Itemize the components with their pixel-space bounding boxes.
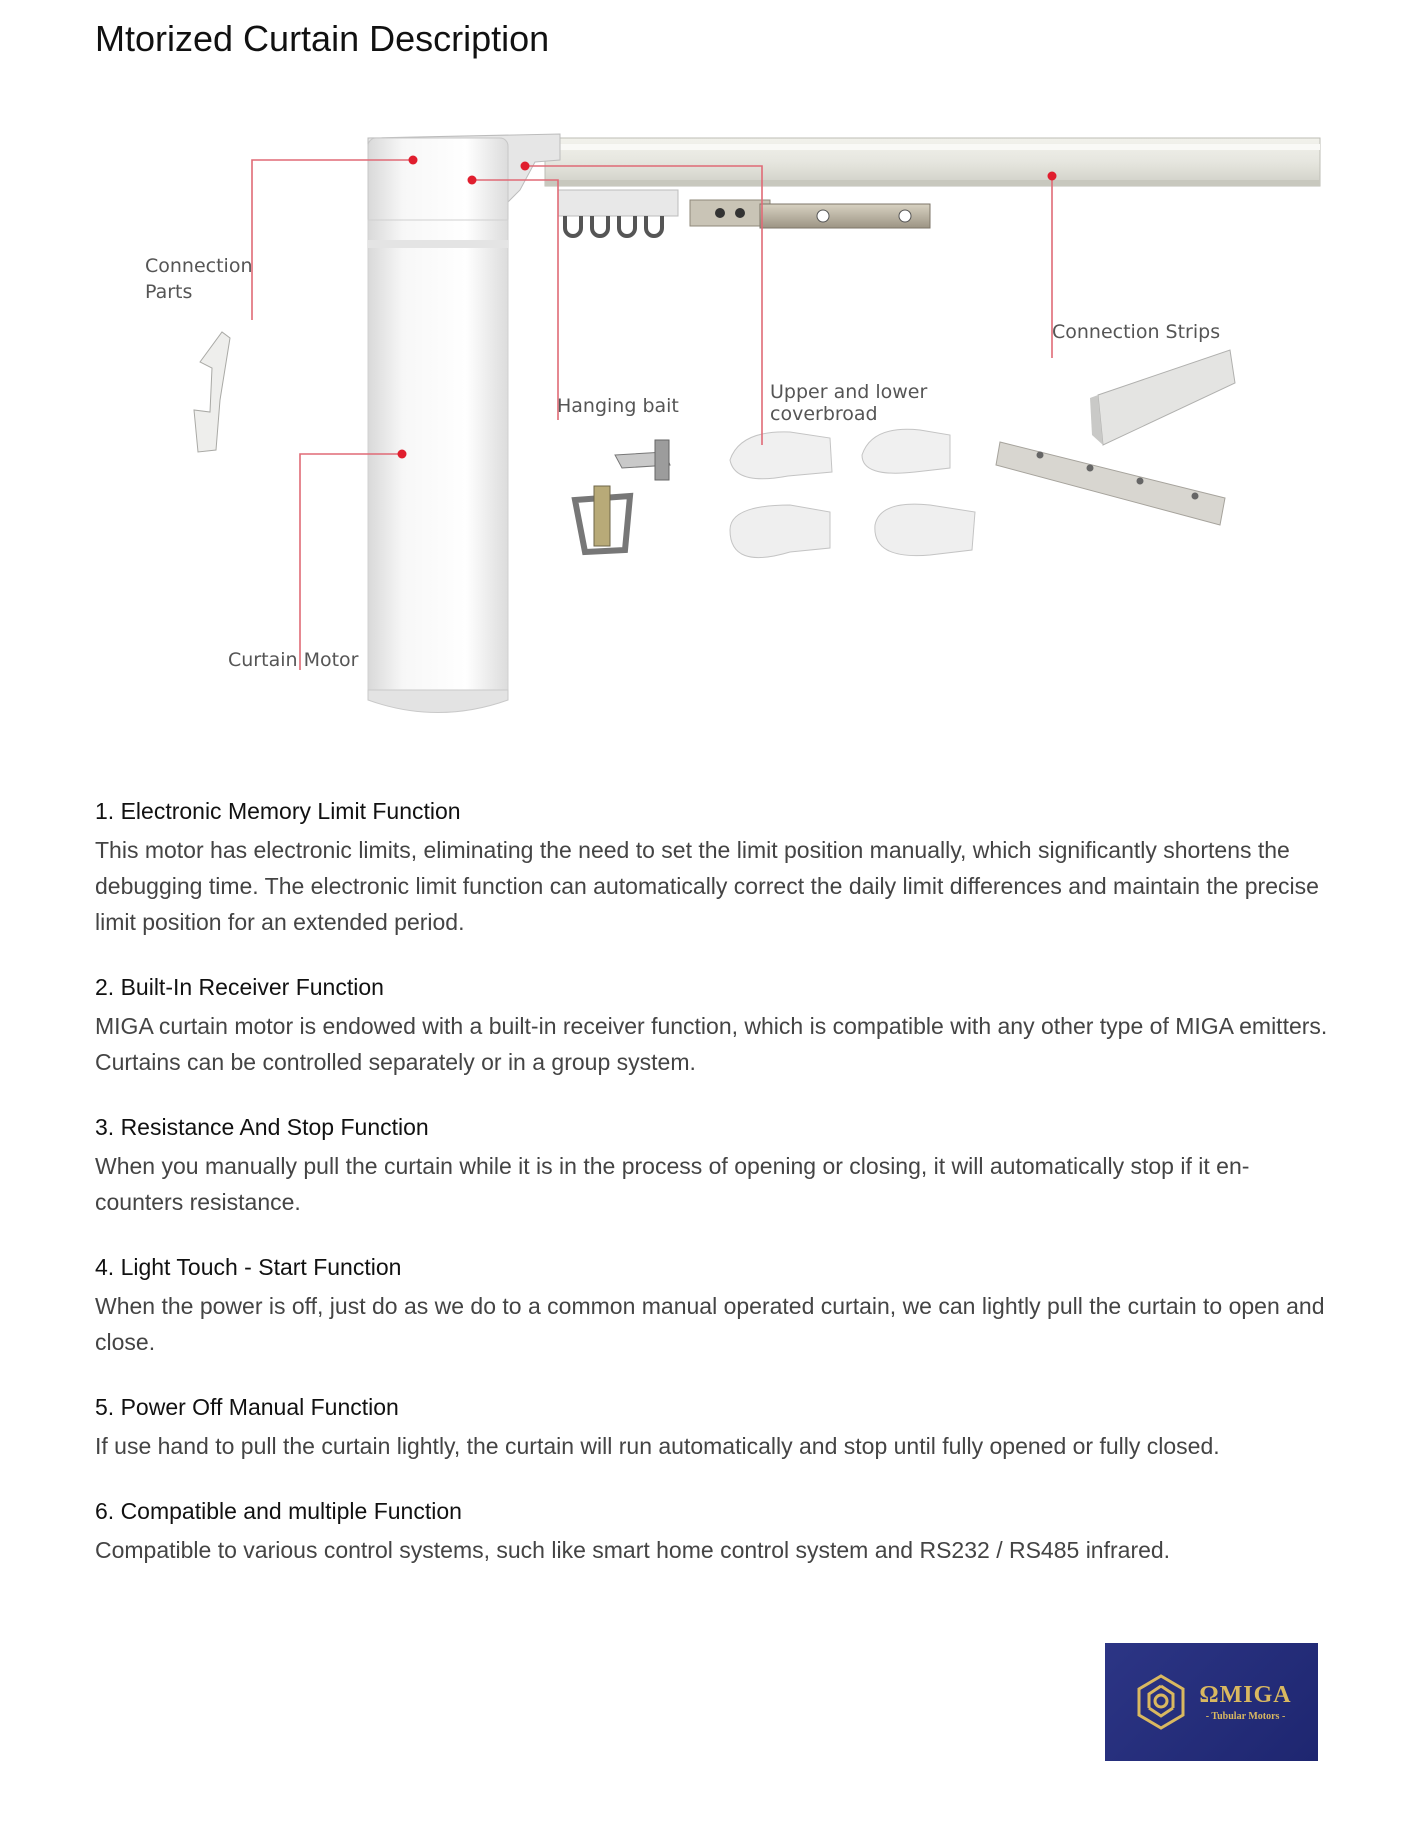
feature-heading: 3. Resistance And Stop Function bbox=[95, 1114, 429, 1140]
feature-body: When you manually pull the curtain while it is in the process of opening or closing, it will automatically stop if it en-counters resistance. bbox=[95, 1153, 1250, 1215]
connection-strip-parts bbox=[996, 350, 1235, 525]
logo-emblem-icon bbox=[1131, 1672, 1191, 1732]
feature-item bbox=[95, 796, 1335, 940]
label-curtain-motor: Curtain Motor bbox=[228, 649, 359, 671]
label-connection-parts-line2: Parts bbox=[145, 281, 193, 303]
hanging-bait-parts bbox=[575, 440, 670, 552]
curtain-rail bbox=[545, 138, 1320, 186]
feature-item bbox=[95, 972, 1335, 1080]
feature-item bbox=[95, 1252, 1335, 1360]
feature-body: This motor has electronic limits, eliminating the need to set the limit position manually, which significantly shortens the debugging time. The electronic limit function can automatically correct the daily limit differences and maintain the precise limit position for an extended period. bbox=[95, 837, 1319, 935]
feature-item bbox=[95, 1392, 1335, 1464]
feature-body: When the power is off, just do as we do to a common manual operated curtain, we can lightly pull the curtain to open and close. bbox=[95, 1293, 1325, 1355]
logo-name: ΩMIGA bbox=[1199, 1682, 1292, 1708]
label-coverboard-line2: coverbroad bbox=[770, 403, 878, 425]
feature-heading: 1. Electronic Memory Limit Function bbox=[95, 798, 461, 824]
feature-heading: 6. Compatible and multiple Function bbox=[95, 1498, 462, 1524]
runner-hooks bbox=[558, 190, 678, 236]
label-connection-parts-line1: Connection bbox=[145, 255, 253, 277]
feature-body: MIGA curtain motor is endowed with a built-in receiver function, which is compatible with any other type of MIGA emitters. Curtains can be controlled separately or in a group system. bbox=[95, 1013, 1328, 1075]
feature-heading: 5. Power Off Manual Function bbox=[95, 1394, 399, 1420]
product-diagram bbox=[0, 100, 1421, 740]
coverboard-parts bbox=[730, 429, 975, 557]
connection-part-clip bbox=[194, 332, 230, 452]
feature-item bbox=[95, 1496, 1335, 1568]
feature-list bbox=[95, 796, 1335, 1600]
feature-item bbox=[95, 1112, 1335, 1220]
brand-logo bbox=[1105, 1643, 1318, 1761]
label-coverboard-line1: Upper and lower bbox=[770, 381, 928, 403]
label-connection-strips: Connection Strips bbox=[1052, 321, 1221, 343]
page-title: Mtorized Curtain Description bbox=[95, 18, 550, 59]
curtain-motor-body bbox=[368, 138, 508, 713]
feature-heading: 2. Built-In Receiver Function bbox=[95, 974, 384, 1000]
feature-heading: 4. Light Touch - Start Function bbox=[95, 1254, 402, 1280]
logo-tagline: - Tubular Motors - bbox=[1205, 1711, 1286, 1722]
label-hanging-bait: Hanging bait bbox=[557, 395, 679, 417]
mounting-bracket bbox=[690, 200, 930, 228]
feature-body: Compatible to various control systems, such like smart home control system and RS232 / RS485 infrared. bbox=[95, 1537, 1171, 1563]
feature-body: If use hand to pull the curtain lightly, the curtain will run automatically and stop until fully opened or fully closed. bbox=[95, 1433, 1220, 1459]
